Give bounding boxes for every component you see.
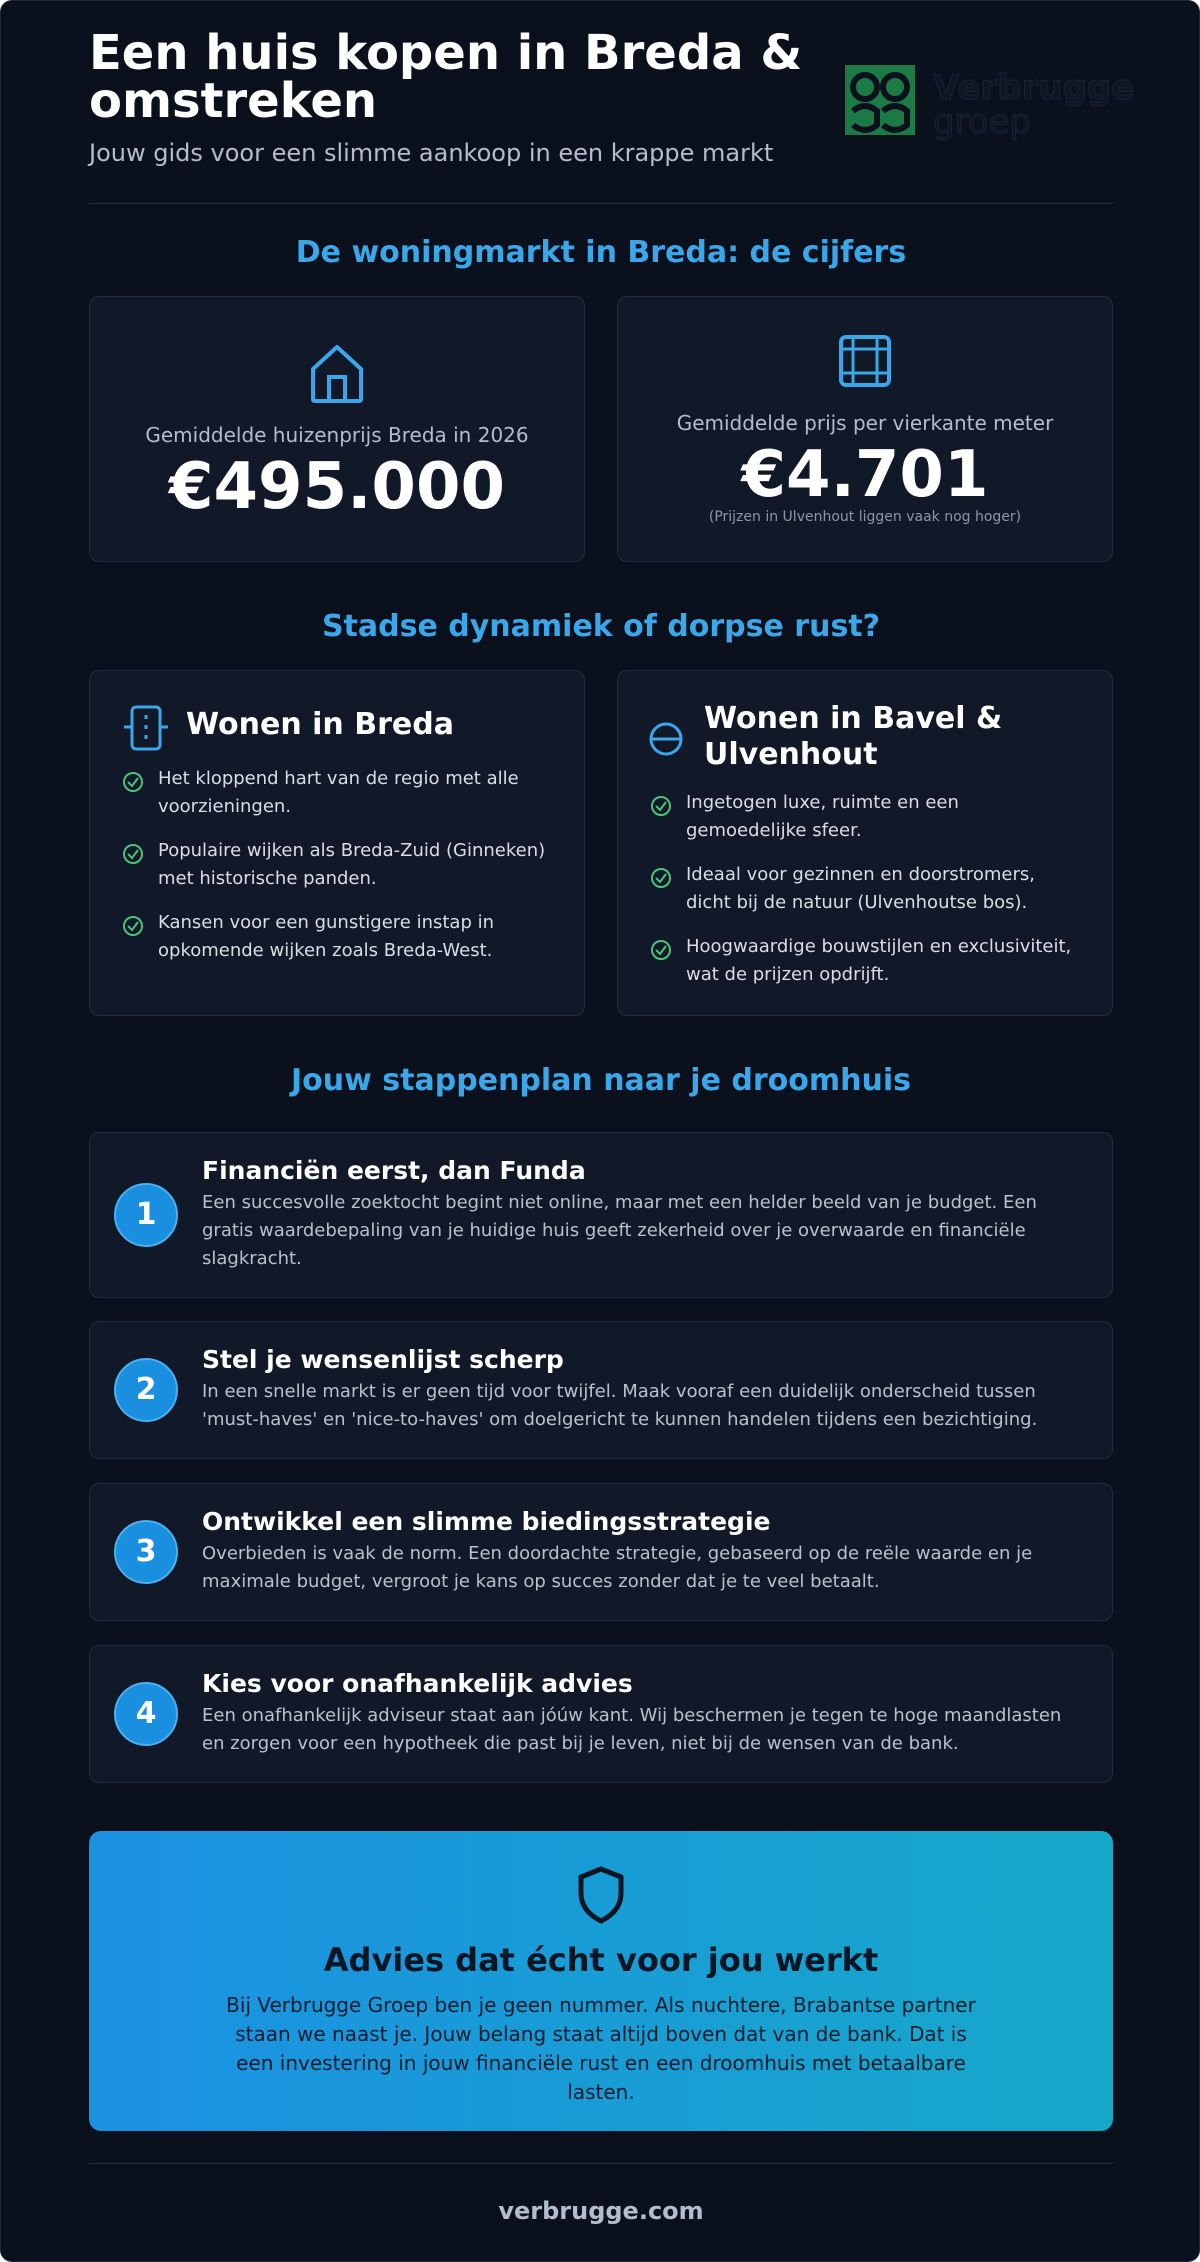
living-section-title: Stadse dynamiek of dorpse rust? bbox=[321, 609, 881, 644]
verbrugge-logo bbox=[845, 65, 1135, 142]
living-card-list bbox=[650, 789, 1084, 1005]
step-number: 1 bbox=[114, 1183, 178, 1247]
footer-url[interactable]: verbrugge.com bbox=[498, 2197, 704, 2225]
step-title: Ontwikkel een slimme biedingsstrategie bbox=[202, 1507, 771, 1536]
step-text: Een succesvolle zoektocht begint niet online, maar met een helder beeld van je budget. Een gratis waardebepaling van je huidige huis geeft zekerheid over je overwaarde en financiële slagkracht. bbox=[202, 1192, 1037, 1269]
step-title: Kies voor onafhankelijk advies bbox=[202, 1669, 633, 1698]
living-card-list bbox=[122, 765, 556, 981]
stat-label: Gemiddelde huizenprijs Breda in 2026 bbox=[145, 423, 529, 447]
square-meter-icon bbox=[837, 333, 893, 389]
list-item: Kansen voor een gunstigere instap in opkomende wijken zoals Breda-West. bbox=[122, 909, 556, 965]
list-item: Hoogwaardige bouwstijlen en exclusiviteit, wat de prijzen opdrijft. bbox=[650, 933, 1084, 989]
page-subtitle: Jouw gids voor een slimme aankoop in een krappe markt bbox=[89, 139, 774, 167]
step-number: 4 bbox=[114, 1682, 178, 1746]
check-circle-icon bbox=[122, 915, 144, 937]
shield-icon bbox=[575, 1865, 627, 1925]
stat-value: €4.701 bbox=[741, 438, 989, 512]
banner-title: Advies dat écht voor jou werkt bbox=[323, 1941, 879, 1979]
step-card-3 bbox=[89, 1483, 1113, 1621]
step-card-4 bbox=[89, 1645, 1113, 1783]
advice-banner bbox=[89, 1831, 1113, 2131]
steps-section-title: Jouw stappenplan naar je droomhuis bbox=[291, 1063, 911, 1098]
check-circle-icon bbox=[650, 867, 672, 889]
market-section-title: De woningmarkt in Breda: de cijfers bbox=[295, 235, 907, 270]
stat-card-price-per-m2 bbox=[617, 296, 1113, 562]
list-item: Ideaal voor gezinnen en doorstromers, dicht bij de natuur (Ulvenhoutse bos). bbox=[650, 861, 1084, 917]
stat-note: (Prijzen in Ulvenhout liggen vaak nog hoger) bbox=[708, 509, 1022, 525]
check-circle-icon bbox=[122, 771, 144, 793]
living-card-breda bbox=[89, 670, 585, 1016]
step-text: In een snelle markt is er geen tijd voor twijfel. Maak vooraf een duidelijk onderscheid tussen 'must-haves' en 'nice-to-haves' om doelgericht te kunnen handelen tijdens een bezichtiging. bbox=[202, 1381, 1038, 1430]
city-building-icon bbox=[124, 705, 168, 751]
step-text: Een onafhankelijk adviseur staat aan jóúw kant. Wij beschermen je tegen te hoge maandlasten en zorgen voor een hypotheek die past bij je leven, niet bij de wensen van de bank. bbox=[202, 1705, 1062, 1754]
banner-text: Bij Verbrugge Groep ben je geen nummer. Als nuchtere, Brabantse partner staan we naast je. Jouw belang staat altijd boven dat van de bank. Dat is een investering in jouw financiële rust en een droomhuis met betaalbare lasten. bbox=[226, 1993, 976, 2104]
step-number: 3 bbox=[114, 1520, 178, 1584]
list-item: Populaire wijken als Breda-Zuid (Ginneken) met historische panden. bbox=[122, 837, 556, 893]
svg-text:groep: groep bbox=[933, 102, 1032, 142]
footer-divider bbox=[89, 2163, 1113, 2164]
page-title: Een huis kopen in Breda & omstreken bbox=[89, 25, 803, 129]
stat-label: Gemiddelde prijs per vierkante meter bbox=[676, 411, 1054, 435]
village-circle-icon bbox=[648, 721, 684, 757]
header bbox=[89, 25, 1135, 179]
step-card-2 bbox=[89, 1321, 1113, 1459]
svg-text:Verbrugge: Verbrugge bbox=[933, 68, 1135, 108]
living-card-title: Wonen in Bavel & Ulvenhout bbox=[704, 701, 1003, 772]
step-card-1 bbox=[89, 1132, 1113, 1298]
step-text: Overbieden is vaak de norm. Een doordachte strategie, gebaseerd op de reële waarde en je maximale budget, vergroot je kans op succes zonder dat je te veel betaalt. bbox=[202, 1543, 1033, 1592]
living-card-bavel-ulvenhout bbox=[617, 670, 1113, 1016]
stat-card-average-price bbox=[89, 296, 585, 562]
list-item: Ingetogen luxe, ruimte en een gemoedelijke sfeer. bbox=[650, 789, 1084, 845]
header-divider bbox=[89, 203, 1113, 204]
list-item: Het kloppend hart van de regio met alle voorzieningen. bbox=[122, 765, 556, 821]
house-icon bbox=[307, 341, 367, 405]
living-card-title: Wonen in Breda bbox=[186, 707, 454, 742]
check-circle-icon bbox=[650, 939, 672, 961]
step-title: Stel je wensenlijst scherp bbox=[202, 1345, 564, 1374]
step-number: 2 bbox=[114, 1358, 178, 1422]
step-title: Financiën eerst, dan Funda bbox=[202, 1156, 586, 1185]
check-circle-icon bbox=[650, 795, 672, 817]
check-circle-icon bbox=[122, 843, 144, 865]
stat-value: €495.000 bbox=[168, 450, 506, 524]
